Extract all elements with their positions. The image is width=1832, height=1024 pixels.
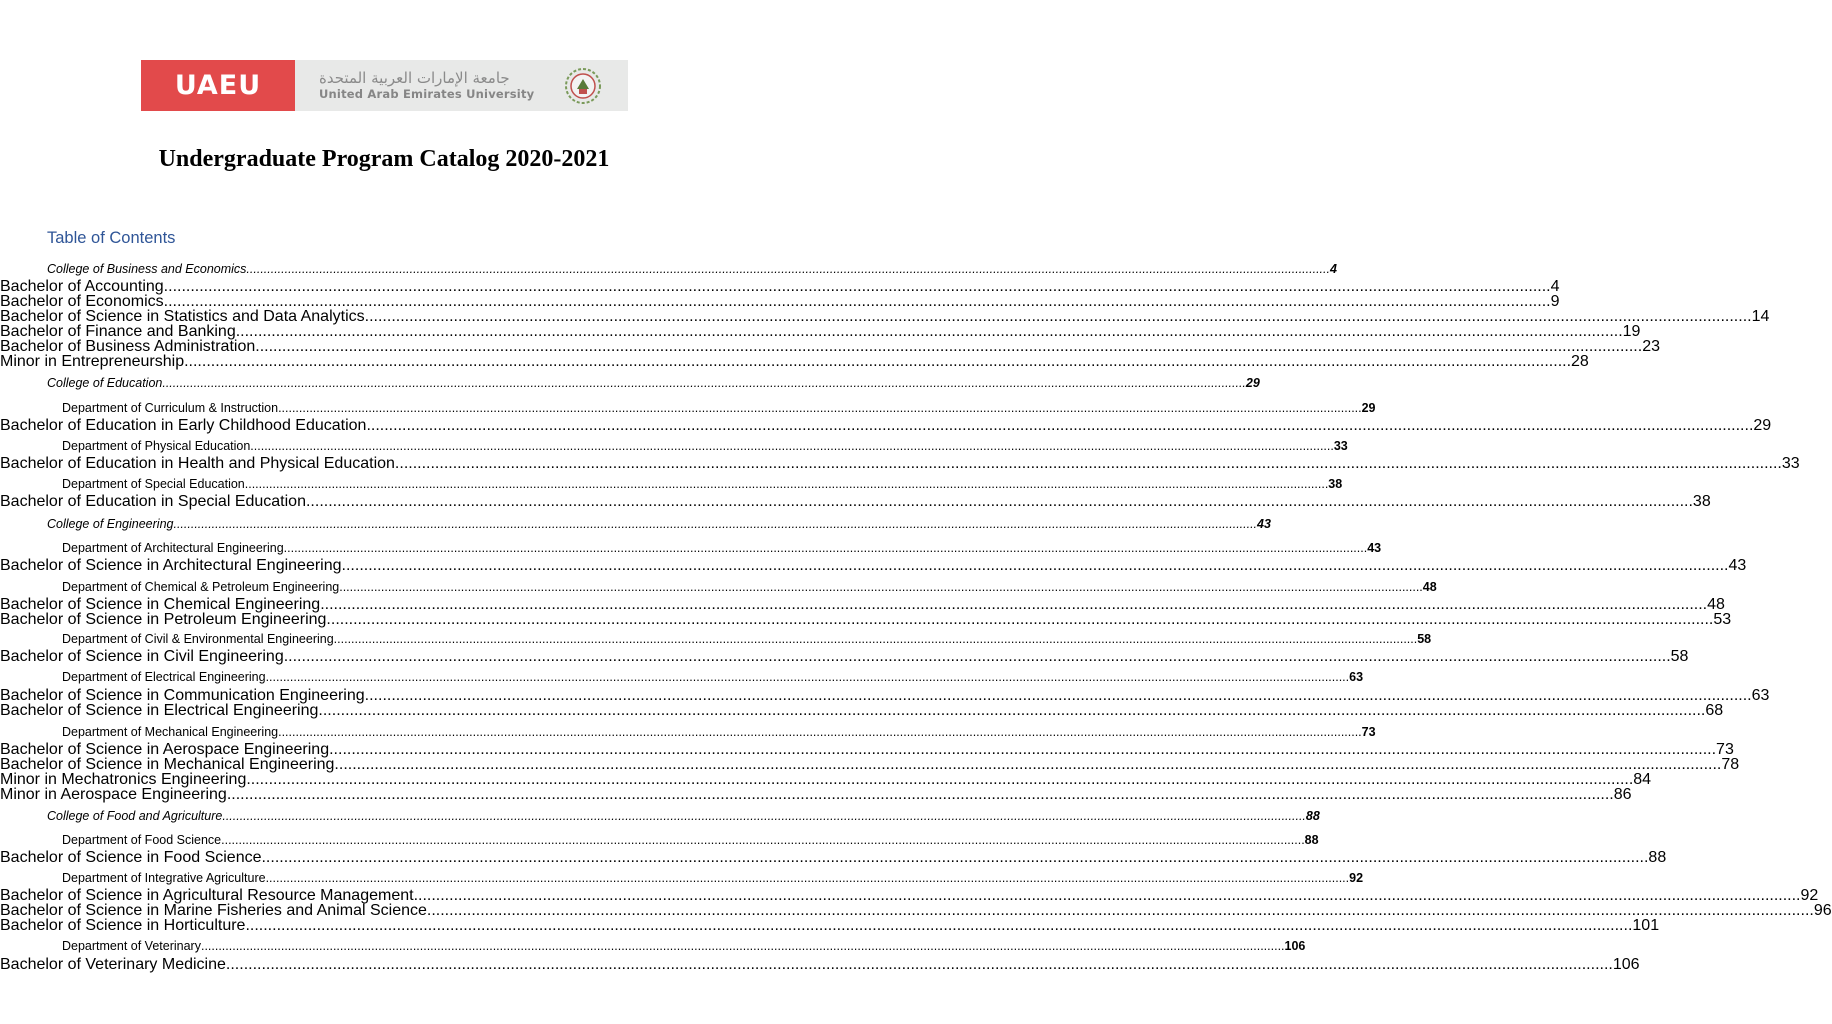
toc-entry-title: Department of Physical Education: [62, 439, 251, 453]
toc-entry-page: 92: [1349, 871, 1364, 885]
toc-entry-page: 92: [1800, 887, 1819, 904]
toc-entry-page: 78: [1721, 756, 1740, 773]
toc-entry-page: 88: [1305, 809, 1320, 823]
toc-dot-leader: [395, 455, 1782, 473]
toc-entry-page: 9: [1550, 293, 1560, 310]
toc-entry-college[interactable]: [47, 376, 1260, 390]
toc-entry-page: 101: [1632, 917, 1660, 934]
toc-entry-page: 4: [1329, 262, 1337, 276]
toc-entry-page: 23: [1642, 338, 1660, 355]
university-name-english: United Arab Emirates University: [319, 87, 535, 101]
toc-entry-program[interactable]: [0, 917, 1659, 935]
toc-dot-leader: [246, 262, 1330, 276]
toc-entry-page: 19: [1622, 323, 1641, 340]
toc-entry-title: Bachelor of Science in Horticulture: [0, 917, 246, 934]
uaeu-logo: [141, 60, 295, 111]
toc-dot-leader: [245, 477, 1329, 491]
toc-entry-college[interactable]: [47, 262, 1337, 276]
toc-entry-title: Bachelor of Science in Statistics and Data Analytics: [0, 308, 365, 325]
toc-entry-program[interactable]: [0, 557, 1746, 575]
toc-entry-page: 29: [1753, 417, 1772, 434]
toc-entry-program[interactable]: [0, 353, 1589, 371]
toc-entry-title: Bachelor of Science in Communication Engineering: [0, 687, 365, 704]
toc-dot-leader: [184, 353, 1571, 371]
toc-entry-program[interactable]: [0, 611, 1731, 629]
toc-entry-page: 43: [1257, 517, 1271, 531]
toc-entry-title: Bachelor of Economics: [0, 293, 164, 310]
toc-entry-page: 53: [1713, 611, 1732, 628]
toc-dot-leader: [227, 786, 1614, 804]
toc-dot-leader: [266, 670, 1350, 684]
toc-dot-leader: [261, 849, 1648, 867]
toc-entry-program[interactable]: [0, 455, 1800, 473]
toc-entry-dept[interactable]: [62, 670, 1364, 684]
toc-dot-leader: [342, 557, 1729, 575]
toc-dot-leader: [162, 376, 1246, 390]
toc-entry-page: 84: [1633, 771, 1652, 788]
toc-entry-page: 38: [1692, 493, 1711, 510]
toc-entry-page: 14: [1751, 308, 1770, 325]
toc-dot-leader: [250, 439, 1334, 453]
toc-entry-college[interactable]: [47, 809, 1320, 823]
toc-entry-dept[interactable]: [62, 477, 1343, 491]
toc-dot-leader: [366, 417, 1753, 435]
toc-entry-title: Department of Architectural Engineering: [62, 541, 284, 555]
toc-dot-leader: [221, 833, 1305, 847]
toc-entry-title: Bachelor of Education in Special Education: [0, 493, 306, 510]
toc-entry-page: 29: [1245, 376, 1260, 390]
toc-entry-page: 63: [1349, 670, 1364, 684]
toc-entry-page: 48: [1422, 580, 1437, 594]
toc-entry-page: 58: [1417, 632, 1432, 646]
toc-entry-title: Bachelor of Science in Aerospace Engineering: [0, 741, 330, 758]
toc-entry-title: Department of Civil & Environmental Engineering: [62, 632, 334, 646]
toc-dot-leader: [245, 917, 1632, 935]
toc-entry-page: 29: [1361, 401, 1376, 415]
toc-entry-program[interactable]: [0, 786, 1632, 804]
toc-entry-program[interactable]: [0, 648, 1688, 666]
toc-entry-title: Department of Chemical & Petroleum Engineering: [62, 580, 340, 594]
toc-entry-title: Bachelor of Science in Chemical Engineering: [0, 596, 321, 613]
toc-dot-leader: [284, 541, 1368, 555]
toc-entry-title: Department of Integrative Agriculture: [62, 871, 266, 885]
toc-entry-title: College of Engineering: [47, 517, 174, 531]
toc-entry-title: Bachelor of Accounting: [0, 278, 164, 295]
toc-dot-leader: [226, 956, 1613, 974]
toc-entry-page: 28: [1571, 353, 1589, 370]
toc-entry-page: 43: [1367, 541, 1382, 555]
toc-entry-title: Department of Food Science: [62, 833, 222, 847]
toc-entry-program[interactable]: [0, 702, 1723, 720]
toc-entry-page: 86: [1613, 786, 1632, 803]
toc-dot-leader: [222, 809, 1306, 823]
toc-entry-title: Department of Veterinary: [62, 939, 201, 953]
toc-entry-page: 88: [1648, 849, 1667, 866]
toc-entry-title: Department of Curriculum & Instruction: [62, 401, 279, 415]
university-banner: [141, 60, 628, 111]
toc-entry-title: Bachelor of Science in Mechanical Engineering: [0, 756, 335, 773]
toc-entry-page: 106: [1612, 956, 1640, 973]
toc-entry-title: Bachelor of Science in Civil Engineering: [0, 648, 284, 665]
toc-dot-leader: [278, 725, 1362, 739]
toc-entry-title: College of Education: [47, 376, 163, 390]
toc-entry-college[interactable]: [47, 517, 1271, 531]
toc-entry-page: 33: [1781, 455, 1800, 472]
toc-entry-title: Bachelor of Science in Architectural Engineering: [0, 557, 342, 574]
toc-entry-page: 73: [1716, 741, 1734, 758]
toc-entry-title: College of Food and Agriculture: [47, 809, 223, 823]
toc-entry-page: 106: [1284, 939, 1306, 953]
toc-entry-dept[interactable]: [62, 580, 1437, 594]
toc-entry-dept[interactable]: [62, 401, 1376, 415]
toc-entry-dept[interactable]: [62, 541, 1382, 555]
toc-entry-page: 88: [1304, 833, 1319, 847]
toc-entry-page: 43: [1728, 557, 1747, 574]
toc-entry-title: Department of Special Education: [62, 477, 245, 491]
university-seal-icon: [564, 67, 602, 105]
toc-entry-title: College of Business and Economics: [47, 262, 247, 276]
toc-dot-leader: [339, 580, 1423, 594]
toc-entry-title: Bachelor of Education in Early Childhood Education: [0, 417, 367, 434]
toc-entry-dept[interactable]: [62, 632, 1432, 646]
toc-entry-title: Minor in Aerospace Engineering: [0, 786, 227, 803]
toc-entry-page: 63: [1751, 687, 1770, 704]
toc-entry-page: 4: [1550, 278, 1560, 295]
toc-entry-program[interactable]: [0, 956, 1640, 974]
toc-dot-leader: [284, 648, 1671, 666]
toc-entry-page: 48: [1707, 596, 1725, 613]
toc-entry-page: 33: [1333, 439, 1348, 453]
toc-dot-leader: [326, 611, 1713, 629]
toc-entry-title: Bachelor of Science in Electrical Engineering: [0, 702, 319, 719]
toc-entry-title: Minor in Mechatronics Engineering: [0, 771, 247, 788]
toc-entry-page: 68: [1705, 702, 1724, 719]
toc-entry-program[interactable]: [0, 849, 1666, 867]
toc-entry-title: Department of Mechanical Engineering: [62, 725, 279, 739]
toc-entry-dept[interactable]: [62, 871, 1364, 885]
catalog-title: Undergraduate Program Catalog 2020-2021: [158, 146, 610, 172]
toc-entry-title: Bachelor of Finance and Banking: [0, 323, 236, 340]
toc-entry-page: 96: [1813, 902, 1832, 919]
toc-entry-title: Bachelor of Science in Petroleum Engineering: [0, 611, 327, 628]
toc-entry-program[interactable]: [0, 493, 1711, 511]
logo-text: UAEU: [174, 70, 262, 101]
toc-heading: Table of Contents: [47, 229, 176, 247]
toc-entry-dept[interactable]: [62, 725, 1376, 739]
toc-dot-leader: [278, 401, 1362, 415]
toc-entry-title: Minor in Entrepreneurship: [0, 353, 185, 370]
toc-entry-title: Bachelor of Education in Health and Physical Education: [0, 455, 395, 472]
toc-entry-dept[interactable]: [62, 833, 1319, 847]
toc-dot-leader: [266, 871, 1350, 885]
university-name-arabic: جامعة الإمارات العربية المتحدة: [319, 69, 510, 87]
toc-entry-program[interactable]: [0, 417, 1771, 435]
toc-entry-page: 38: [1328, 477, 1343, 491]
toc-entry-title: Bachelor of Science in Food Science: [0, 849, 262, 866]
toc-entry-dept[interactable]: [62, 439, 1348, 453]
toc-entry-dept[interactable]: [62, 939, 1306, 953]
toc-entry-title: Bachelor of Science in Marine Fisheries and Animal Science: [0, 902, 427, 919]
toc-entry-page: 73: [1361, 725, 1376, 739]
toc-dot-leader: [334, 632, 1418, 646]
toc-dot-leader: [201, 939, 1285, 953]
toc-entry-title: Bachelor of Business Administration: [0, 338, 256, 355]
toc-dot-leader: [306, 493, 1693, 511]
toc-entry-page: 58: [1670, 648, 1689, 665]
toc-dot-leader: [173, 517, 1257, 531]
toc-entry-title: Department of Electrical Engineering: [62, 670, 266, 684]
toc-entry-title: Bachelor of Science in Agricultural Resource Management: [0, 887, 414, 904]
toc-entry-title: Bachelor of Veterinary Medicine: [0, 956, 226, 973]
toc-dot-leader: [318, 702, 1705, 720]
